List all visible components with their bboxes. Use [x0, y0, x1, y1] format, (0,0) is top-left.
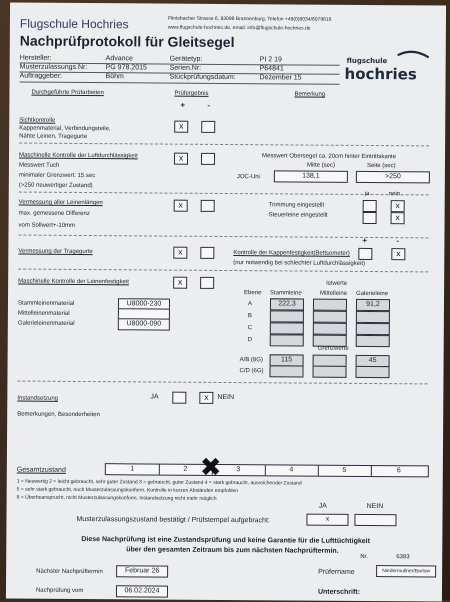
- leinen-minus-checkbox[interactable]: [201, 200, 215, 212]
- hersteller-label: Hersteller:: [19, 54, 52, 62]
- luft-title: Maschinelle Kontrolle der Luftdurchlässigkeit: [18, 152, 138, 160]
- geraetetyp-label: Gerätetyp:: [169, 55, 203, 63]
- luft-line1: Messwert Tuch: [18, 162, 60, 169]
- b-stamm-field[interactable]: [270, 310, 304, 322]
- trage-title: Vermessung der Tragegurte: [18, 248, 93, 256]
- scale-6[interactable]: 6: [396, 467, 401, 475]
- seite-label: Seite (sec): [366, 162, 396, 170]
- col-galerieleine: Galerieleine: [356, 290, 389, 298]
- scale-1[interactable]: 1: [106, 464, 160, 474]
- legend-line2: 5 = sehr stark gebraucht, noch Musterzulassungskonform, Kontrolle in kurzen Abständen empfohlen: [16, 486, 239, 495]
- auftraggeber-label: Auftraggeber:: [19, 72, 63, 80]
- a-gal-field[interactable]: 91,2: [356, 299, 390, 311]
- musterzulassung-value: PG 978.2015: [105, 64, 147, 72]
- row-d-label: D: [247, 337, 253, 344]
- c-stamm-field[interactable]: [270, 322, 304, 334]
- gallerie-field[interactable]: U8000-090: [118, 318, 170, 330]
- leinen-ja-label: ja: [364, 190, 370, 197]
- cd-mittel-field[interactable]: [312, 366, 346, 378]
- luft-minus-checkbox[interactable]: [201, 153, 215, 165]
- nr-label: Nr.: [360, 553, 368, 560]
- seriennr-value: P64841: [259, 65, 284, 73]
- cd-label: C/D (6G): [239, 368, 264, 375]
- gesamt-cross-mark: ✖: [199, 452, 222, 483]
- d-gal-field[interactable]: [356, 335, 390, 347]
- divider: [17, 381, 427, 385]
- steuer-label: Steuerleine eingestellt: [268, 212, 328, 219]
- datum-label: Nachprüfung vom: [35, 587, 84, 595]
- notice-line1: Diese Nachprüfung ist eine Zustandsprüfung und keine Garantie für die Lufttüchtigkeit: [81, 535, 370, 546]
- col-remark: Bemerkung: [294, 91, 326, 98]
- ebene-label: Ebene: [244, 290, 262, 297]
- instand-title: Instandsetzung: [17, 395, 59, 402]
- kappe-plus-label: +: [362, 235, 368, 245]
- stueckpruefung-value: Dezember 15: [259, 74, 302, 82]
- leinen-line1: max. gemessene Differenz: [18, 210, 90, 218]
- gallerie-label: Galerieleinenmaterial: [17, 320, 75, 327]
- c-mittel-field[interactable]: [313, 323, 347, 335]
- kappe-plus-checkbox[interactable]: [358, 248, 372, 260]
- stempel-nein-checkbox[interactable]: [354, 514, 396, 526]
- page-title: Nachprüfprotokoll für Gleitsegel: [19, 32, 235, 51]
- divider: [19, 143, 429, 147]
- row-c-label: C: [247, 325, 253, 332]
- divider: [18, 269, 428, 273]
- mittel-label: Mittelleinenmaterial: [17, 310, 70, 317]
- istwerte-label: Istwerte: [326, 280, 348, 287]
- mitte-label: Mitte (sec): [306, 162, 335, 169]
- a-mittel-field[interactable]: [313, 299, 347, 311]
- logo-big-text: hochries: [344, 64, 417, 84]
- steuer-nein-checkbox[interactable]: x: [391, 212, 405, 224]
- instand-nein-label: NEIN: [217, 393, 235, 402]
- auftraggeber-value: Böhm: [105, 73, 124, 81]
- instand-ja-label: JA: [150, 393, 159, 401]
- naechster-label: Nächster Nachprüftermin: [36, 568, 103, 576]
- ab-gal-field[interactable]: 45: [356, 355, 390, 367]
- b-mittel-field[interactable]: [313, 311, 347, 323]
- remarks-label: Bemerkungen, Besonderheiten: [17, 411, 100, 419]
- leinen-plus-checkbox[interactable]: x: [174, 200, 188, 212]
- row-b-label: B: [247, 313, 252, 320]
- address-line-2: www.flugschule-hochries.de, email: info@flugschule-hochries.de: [167, 24, 311, 32]
- seite-field[interactable]: >250: [356, 171, 430, 184]
- trim-ja-checkbox[interactable]: [363, 200, 377, 212]
- col-stammleine: Stammleine: [270, 290, 302, 297]
- stamm-label: Stammleinenmaterial: [17, 300, 75, 307]
- pruefer-label: Prüfername: [318, 568, 355, 576]
- unterschrift-label: Unterschrift:: [317, 588, 361, 596]
- scale-4[interactable]: 4: [265, 465, 319, 475]
- nr-value: 6383: [396, 554, 410, 561]
- scale-5[interactable]: 5: [318, 466, 372, 476]
- kappe-minus-label: -: [396, 236, 400, 246]
- b-gal-field[interactable]: [356, 311, 390, 323]
- trim-label: Trimmung eingestellt: [268, 202, 325, 209]
- leinen-line2: vom Sollwert+-10mm: [18, 222, 76, 229]
- instand-ja-checkbox[interactable]: [172, 392, 186, 404]
- joc-label: JOC-Uni: [236, 174, 260, 181]
- sicht-line1: Kappenmaterial, Verbindungsteile,: [19, 125, 111, 133]
- school-name: Flugschule Hochries: [19, 16, 129, 32]
- c-gal-field[interactable]: [356, 323, 390, 335]
- steuer-ja-checkbox[interactable]: [363, 212, 377, 224]
- col-performed: Durchgeführte Prüfarbeiten: [31, 89, 104, 97]
- trage-plus-checkbox[interactable]: x: [173, 247, 187, 259]
- sicht-minus-checkbox[interactable]: [201, 121, 215, 133]
- d-stamm-field[interactable]: [270, 334, 304, 346]
- school-logo: [342, 49, 432, 89]
- festigkeit-title: Maschinelle Kontrolle der Leinenfestigkeit: [18, 278, 129, 286]
- stempel-nein-label: NEIN: [366, 502, 384, 511]
- ab-label: A/B (8G): [239, 357, 263, 364]
- gesamt-scale[interactable]: [105, 463, 429, 477]
- col-result: Prüfergebnis: [174, 90, 209, 97]
- cd-stamm-field[interactable]: [269, 365, 303, 377]
- sicht-title: Sichtkontrolle: [19, 117, 56, 124]
- cd-gal-field[interactable]: [355, 366, 389, 378]
- trage-minus-checkbox[interactable]: [200, 247, 214, 259]
- ab-stamm-field[interactable]: 115: [270, 354, 304, 366]
- kappe-note: (nur notwendig bei schlechter Luftdurchlässigkeit): [233, 260, 366, 267]
- stueckpruefung-label: Stückprüfungsdatum:: [169, 73, 236, 82]
- leinen-nein-label: nein: [388, 191, 401, 198]
- col-plus: +: [180, 100, 186, 110]
- sicht-line2: Nähte Leinen, Tragegurte: [19, 133, 88, 141]
- col-mittelleine: Mittelleine: [320, 290, 348, 297]
- festigkeit-plus-checkbox[interactable]: x: [173, 277, 187, 289]
- a-stamm-field[interactable]: 222,3: [270, 298, 304, 310]
- stempel-ja-label: JA: [318, 502, 327, 510]
- leinen-title: Vermessung aller Leinenlängen: [18, 199, 103, 207]
- kappe-label: Kontrolle der Kappenfestigkeit(Bettsometer): [233, 250, 350, 257]
- datum-field[interactable]: 06.02.2024: [116, 585, 168, 597]
- luft-remark: Messwert Obersegel ca. 20cm hinter Eintrittskante: [261, 153, 397, 161]
- kappe-minus-checkbox[interactable]: x: [391, 248, 405, 260]
- luft-line2: minimaler Grenzwert: 15 sec: [18, 172, 96, 180]
- instand-nein-checkbox[interactable]: x: [199, 392, 213, 404]
- legend-line1: 1 = Neuwertig 2 = leicht gebraucht, sehr guter Zustand 3 = gebraucht, guter Zustand 4 = stark gebraucht, ausreichender Zustand: [16, 478, 302, 487]
- hersteller-value: Advance: [105, 55, 133, 63]
- col-minus: -: [207, 100, 211, 110]
- geraetetyp-value: PI 2 19: [259, 56, 282, 64]
- stempel-label: Musterzulassungszustand bestätigt / Prüfstempel aufgebracht:: [76, 515, 270, 525]
- scale-3[interactable]: 3: [212, 465, 266, 475]
- legend-line3: 6 = Überbeansprucht, nicht Musterzulassungskonform, Instandsetzung nicht mehr möglich: [16, 494, 217, 502]
- protocol-sheet: [6, 2, 446, 601]
- divider: [20, 82, 340, 85]
- stempel-ja-checkbox[interactable]: x: [306, 514, 348, 526]
- festigkeit-minus-checkbox[interactable]: [200, 277, 214, 289]
- row-a-label: A: [247, 301, 253, 308]
- stamm-field[interactable]: U8000-230: [118, 298, 170, 310]
- address-line-1: Flintsbacher Strasse 6, 83098 Brannenburg, Telefon +49(0)8034/6079616: [167, 15, 332, 23]
- gesamt-title: Gesamtzustand: [16, 466, 66, 474]
- mitte-field[interactable]: 138,1: [274, 170, 348, 183]
- luft-line3: (>250 neuwertiger Zustand): [18, 182, 93, 190]
- notice-line2: über den gesamten Zeitraum bis zum nächsten Nachprüftermin.: [126, 546, 339, 555]
- logo-small-text: flugschule: [346, 56, 388, 66]
- luft-plus-checkbox[interactable]: x: [174, 153, 188, 165]
- trim-nein-checkbox[interactable]: x: [391, 200, 405, 212]
- sicht-plus-checkbox[interactable]: x: [174, 121, 188, 133]
- musterzulassung-label: Musterzulassungs.Nr:: [19, 63, 88, 72]
- pruefer-field[interactable]: Niedermullner/Barlow: [376, 565, 436, 577]
- seriennr-label: Serien.Nr:: [169, 64, 202, 72]
- naechster-field[interactable]: Februar 26: [116, 565, 168, 577]
- grenzwerte-label: Grenzwerte: [317, 345, 349, 352]
- scale-2[interactable]: 2: [159, 465, 213, 475]
